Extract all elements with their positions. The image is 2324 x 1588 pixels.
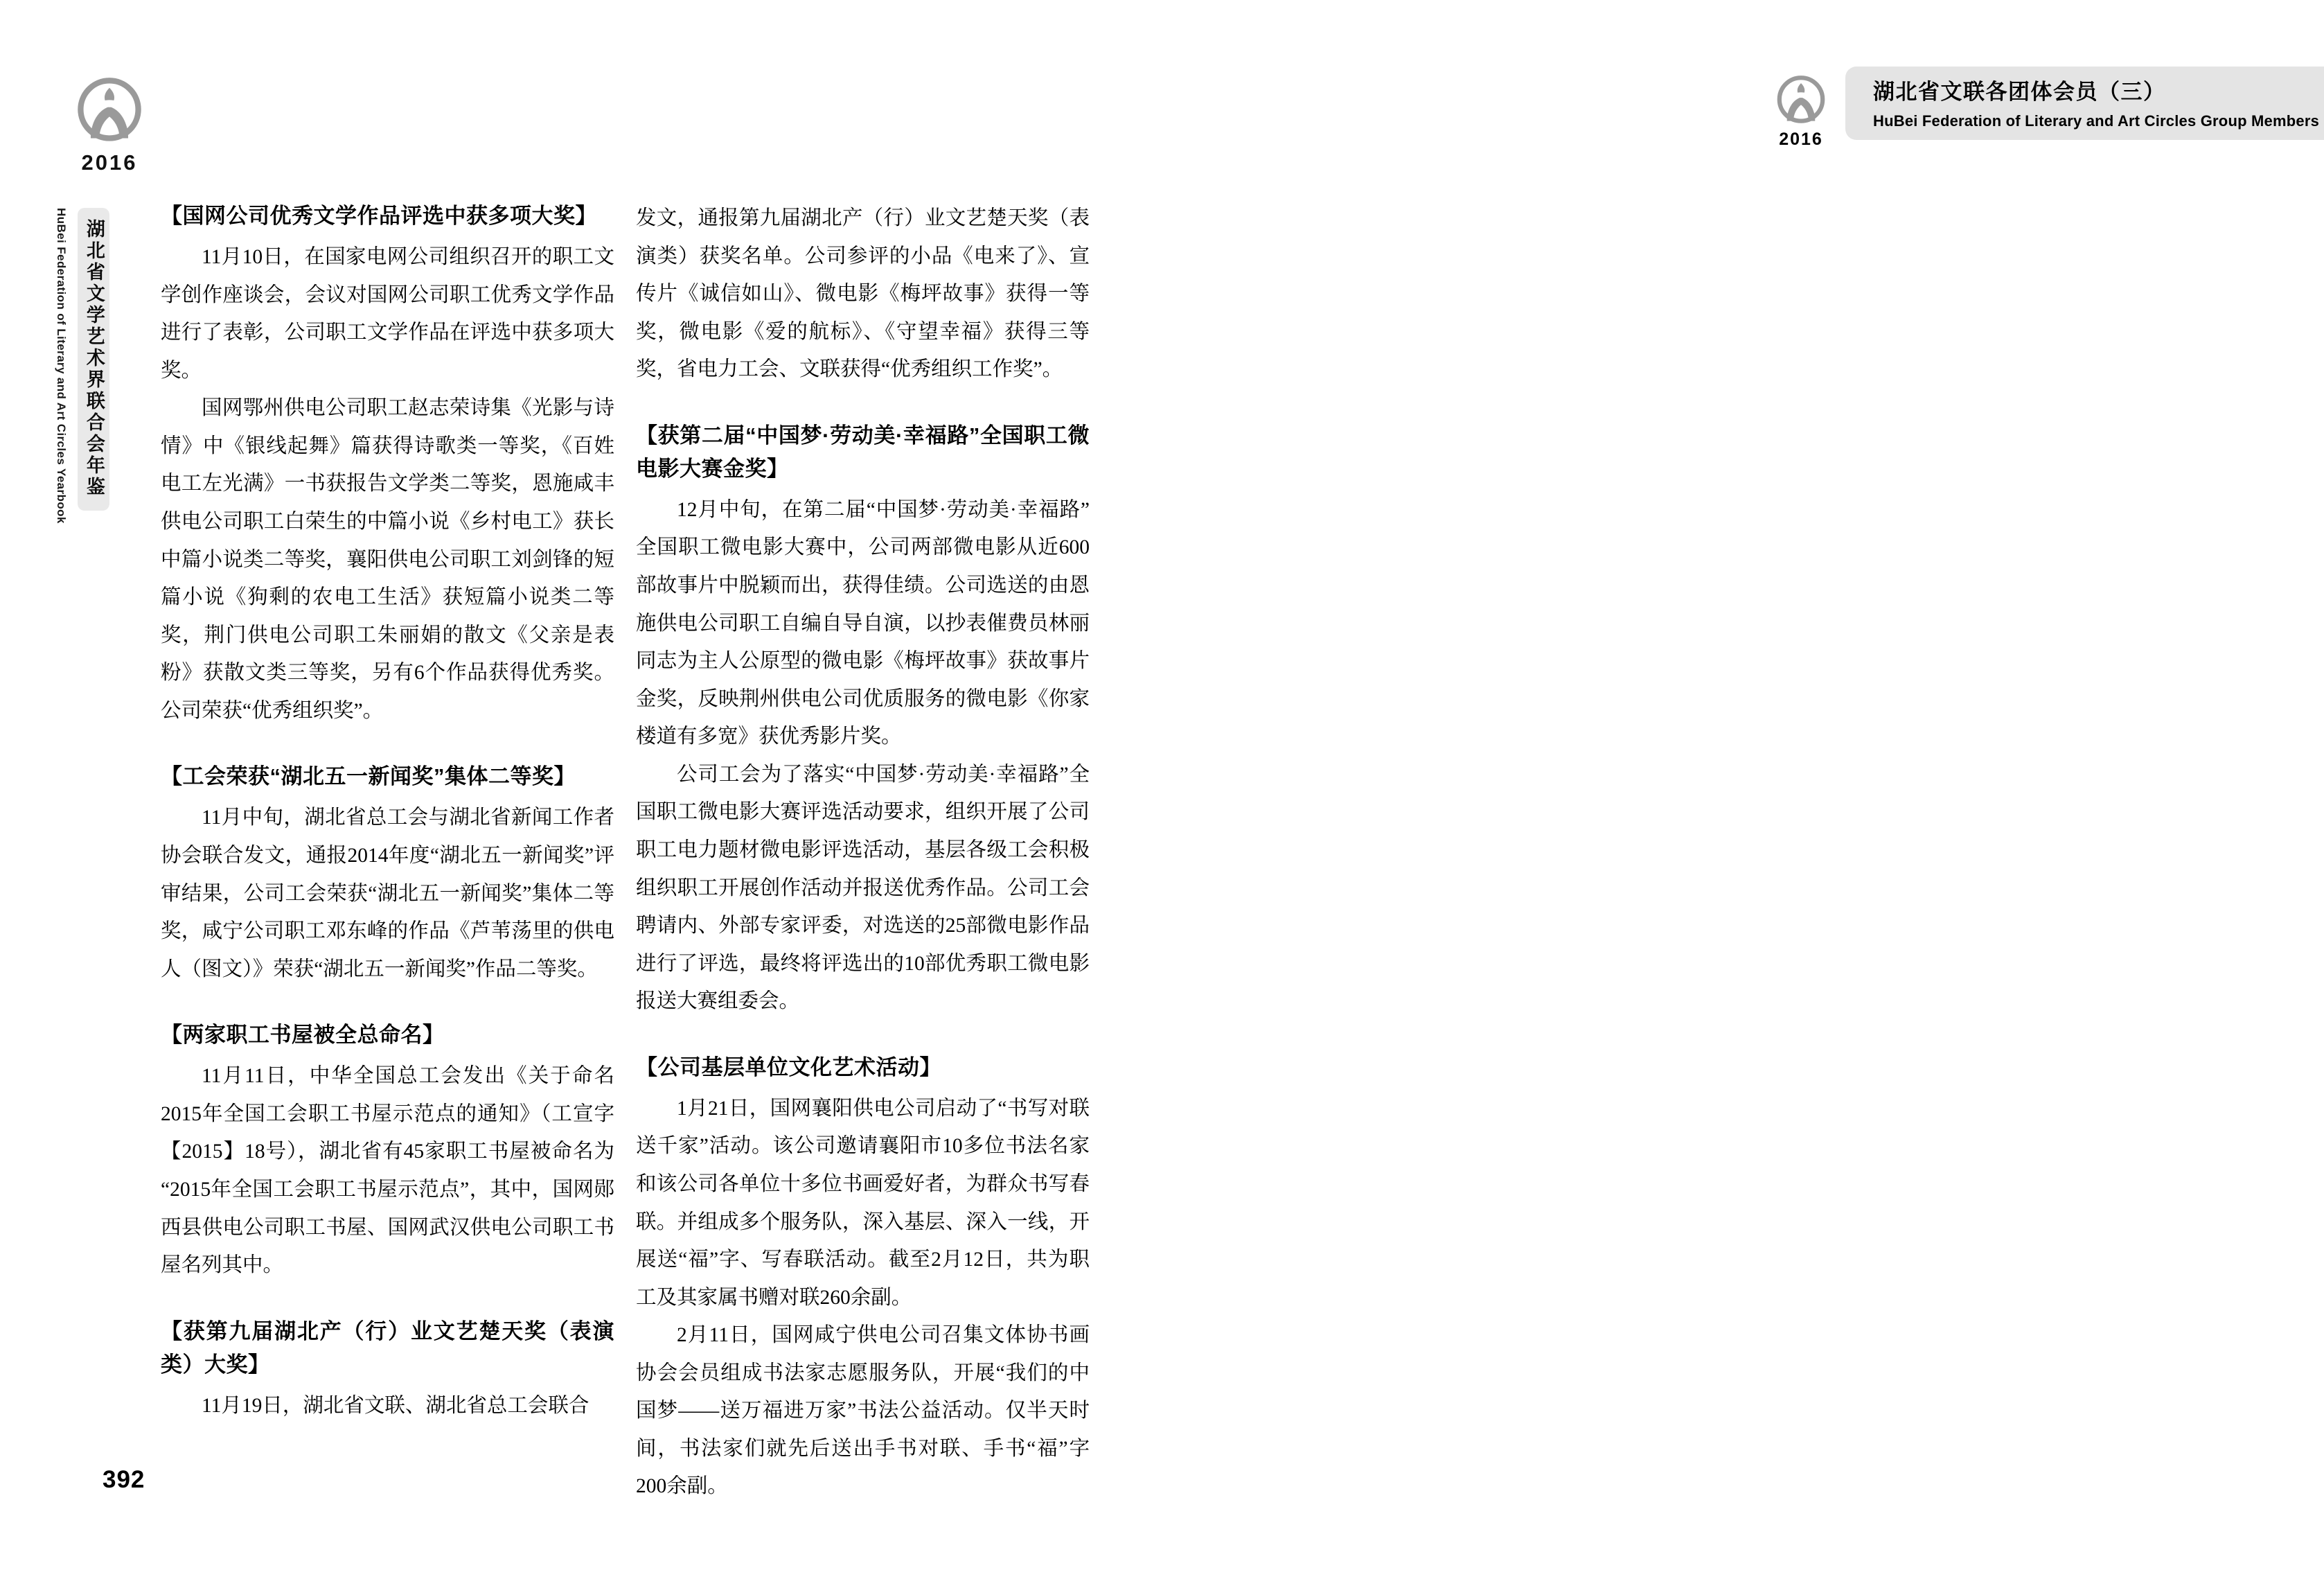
text-column-2 [636,200,1090,1506]
page-number-left: 392 [103,1466,145,1493]
body-paragraph: 11月中旬，湖北省总工会与湖北省新闻工作者协会联合发文，通报2014年度“湖北五一新闻奖”评审结果，公司工会荣获“湖北五一新闻奖”集体二等奖，咸宁公司职工邓东峰的作品《芦苇荡里的供电人（图文）》荣获“湖北五一新闻奖”作品二等奖。 [161,806,614,980]
body-paragraph: 11月19日，湖北省文联、湖北省总工会联合 [202,1394,589,1417]
masthead-logo-block [68,75,151,175]
body-paragraph: 发文，通报第九届湖北产（行）业文艺楚天奖（表演类）获奖名单。公司参评的小品《电来了》、宣传片《诚信如山》、微电影《梅坪故事》获得一等奖，微电影《爱的航标》、《守望幸福》获得三等奖，省电力工会、文联获得“优秀组织工作奖”。 [636,207,1090,381]
running-header-logo-year: 2016 [1779,130,1823,149]
body-paragraph: 1月21日，国网襄阳供电公司启动了“书写对联送千家”活动。该公司邀请襄阳市10多位书法名家和该公司各单位十多位书画爱好者，为群众书写春联。并组成多个服务队，深入基层、深入一线，开展送“福”字、写春联活动。截至2月12日，共为职工及其家属书赠对联260余副。 [636,1097,1090,1309]
masthead-logo-year: 2016 [81,150,138,175]
section-heading: 【工会荣获“湖北五一新闻奖”集体二等奖】 [161,764,576,789]
body-paragraph: 11月10日，在国家电网公司组织召开的职工文学创作座谈会，会议对国网公司职工优秀文学作品进行了表彰，公司职工文学作品在评选中获多项大奖。 [161,246,614,382]
spine-chinese-title: 湖北省文学艺术界联合会年鉴 [83,219,105,498]
section-heading: 【国网公司优秀文学作品评选中获多项大奖】 [161,204,597,228]
running-header-title-cn: 湖北省文联各团体会员（三） [1873,80,2166,104]
section-heading: 【两家职工书屋被全总命名】 [161,1023,445,1048]
running-header [1768,67,2324,170]
body-paragraph: 12月中旬，在第二届“中国梦·劳动美·幸福路”全国职工微电影大赛中，公司两部微电影从近600部故事片中脱颖而出，获得佳绩。公司选送的由恩施供电公司职工自编自导自演，以抄表催费员林丽同志为主人公原型的微电影《梅坪故事》获故事片金奖，反映荆州供电公司优质服务的微电影《你家楼道有多宽》获优秀影片奖。 [636,498,1090,748]
right-page [1162,0,2323,1588]
body-paragraph: 公司工会为了落实“中国梦·劳动美·幸福路”全国职工微电影大赛评选活动要求，组织开展了公司职工电力题材微电影评选活动，基层各级工会积极组织职工开展创作活动并报送优秀作品。公司工会聘请内、外部专家评委，对选送的25部微电影作品进行了评选，最终将评选出的10部优秀职工微电影报送大赛组委会。 [636,763,1090,1013]
federation-emblem-icon [1774,73,1828,127]
section-heading: 【公司基层单位文化艺术活动】 [636,1055,941,1079]
text-column-1 [161,200,614,1424]
body-paragraph: 国网鄂州供电公司职工赵志荣诗集《光影与诗情》中《银线起舞》篇获得诗歌类一等奖，《百姓电工左光满》一书获报告文学类二等奖，恩施咸丰供电公司职工白荣生的中篇小说《乡村电工》获长中篇小说类二等奖，襄阳供电公司职工刘剑锋的短篇小说《狗剩的农电工生活》获短篇小说类二等奖，荆门供电公司职工朱丽娟的散文《父亲是表粉》获散文类三等奖，另有6个作品获得优秀奖。公司荣获“优秀组织奖”。 [161,397,614,722]
section-heading: 【获第二届“中国梦·劳动美·幸福路”全国职工微电影大赛金奖】 [636,423,1090,481]
running-header-title-en: HuBei Federation of Literary and Art Circles Group Members [1873,112,2320,130]
running-header-logo-block [1768,73,1834,150]
federation-emblem-icon [73,75,145,147]
body-paragraph: 2月11日，国网咸宁供电公司召集文体协书画协会会员组成书法家志愿服务队，开展“我们的中国梦——送万福进万家”书法公益活动。仅半天时间，书法家们就先后送出手书对联、手书“福”字200余副。 [636,1324,1090,1498]
spine-tab [78,208,109,511]
body-paragraph: 11月11日，中华全国总工会发出《关于命名2015年全国工会职工书屋示范点的通知》（工宣字【2015】18号），湖北省有45家职工书屋被命名为“2015年全国工会职工书屋示范点”，其中，国网郧西县供电公司职工书屋、国网武汉供电公司职工书屋名列其中。 [161,1065,614,1277]
section-heading: 【获第九届湖北产（行）业文艺楚天奖（表演类）大奖】 [161,1318,614,1377]
spine-english-title: HuBei Federation of Literary and Art Circles Yearbook [55,208,68,524]
running-header-title-box [1845,67,2324,140]
